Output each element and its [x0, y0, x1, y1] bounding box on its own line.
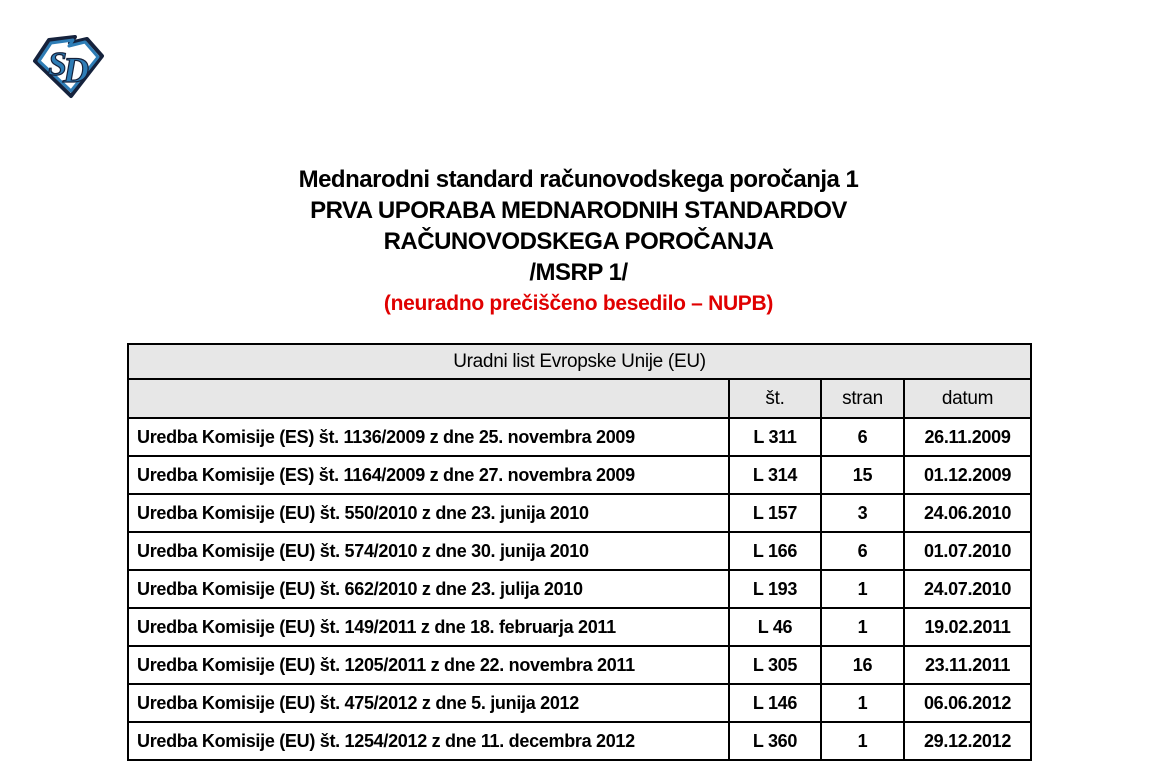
page-number-cell: 1 [821, 570, 904, 608]
table-row [128, 494, 1031, 532]
page-number-cell: 1 [821, 722, 904, 760]
date-cell: 26.11.2009 [904, 418, 1031, 456]
journal-number-cell: L 193 [729, 570, 821, 608]
svg-text:S: S [48, 46, 67, 83]
date-cell: 19.02.2011 [904, 608, 1031, 646]
table-row [128, 722, 1031, 760]
page-number-cell: 1 [821, 608, 904, 646]
page-number-cell: 1 [821, 684, 904, 722]
table-caption-row [128, 344, 1031, 379]
date-cell: 29.12.2012 [904, 722, 1031, 760]
journal-table-body [128, 344, 1031, 760]
date-cell: 01.07.2010 [904, 532, 1031, 570]
page-number-cell: 16 [821, 646, 904, 684]
journal-number-cell: L 305 [729, 646, 821, 684]
regulation-name-cell: Uredba Komisije (EU) št. 475/2012 z dne 5. junija 2012 [128, 684, 729, 722]
page-number-cell: 6 [821, 418, 904, 456]
table-caption-cell: Uradni list Evropske Unije (EU) [128, 344, 1031, 379]
date-cell: 06.06.2012 [904, 684, 1031, 722]
regulation-name-cell: Uredba Komisije (ES) št. 1136/2009 z dne 25. novembra 2009 [128, 418, 729, 456]
regulation-name-cell: Uredba Komisije (ES) št. 1164/2009 z dne 27. novembra 2009 [128, 456, 729, 494]
title-line-3: RAČUNOVODSKEGA POROČANJA [383, 228, 774, 255]
table-row [128, 684, 1031, 722]
sd-diamond-logo-icon [30, 30, 106, 102]
journal-number-cell: L 46 [729, 608, 821, 646]
journal-number-cell: L 360 [729, 722, 821, 760]
date-cell: 24.07.2010 [904, 570, 1031, 608]
journal-number-cell: L 311 [729, 418, 821, 456]
page-number-cell: 15 [821, 456, 904, 494]
official-journal-table [127, 343, 1032, 761]
title-line-2: PRVA UPORABA MEDNARODNIH STANDARDOV [310, 197, 847, 224]
table-header-row [128, 379, 1031, 418]
regulation-name-cell: Uredba Komisije (EU) št. 1254/2012 z dne 11. decembra 2012 [128, 722, 729, 760]
journal-number-cell: L 146 [729, 684, 821, 722]
journal-number-cell: L 157 [729, 494, 821, 532]
svg-text:D: D [63, 50, 89, 90]
table-row [128, 456, 1031, 494]
title-line-1: Mednarodni standard računovodskega poročanja 1 [298, 166, 859, 193]
page-number-cell: 3 [821, 494, 904, 532]
regulation-name-cell: Uredba Komisije (EU) št. 149/2011 z dne 18. februarja 2011 [128, 608, 729, 646]
table-row [128, 570, 1031, 608]
date-cell: 01.12.2009 [904, 456, 1031, 494]
header-empty-cell [128, 379, 729, 418]
title-line-4: /MSRP 1/ [529, 259, 628, 286]
regulation-name-cell: Uredba Komisije (EU) št. 1205/2011 z dne 22. novembra 2011 [128, 646, 729, 684]
journal-number-cell: L 166 [729, 532, 821, 570]
page-number-cell: 6 [821, 532, 904, 570]
regulation-name-cell: Uredba Komisije (EU) št. 662/2010 z dne 23. julija 2010 [128, 570, 729, 608]
official-journal-table-wrap [127, 343, 1030, 761]
table-row [128, 608, 1031, 646]
header-datum-cell: datum [904, 379, 1031, 418]
regulation-name-cell: Uredba Komisije (EU) št. 550/2010 z dne 23. junija 2010 [128, 494, 729, 532]
sd-diamond-logo [30, 30, 106, 102]
date-cell: 23.11.2011 [904, 646, 1031, 684]
table-row [128, 646, 1031, 684]
document-title-block [0, 164, 1157, 319]
journal-number-cell: L 314 [729, 456, 821, 494]
regulation-name-cell: Uredba Komisije (EU) št. 574/2010 z dne 30. junija 2010 [128, 532, 729, 570]
table-row [128, 532, 1031, 570]
header-stran-cell: stran [821, 379, 904, 418]
date-cell: 24.06.2010 [904, 494, 1031, 532]
header-st-cell: št. [729, 379, 821, 418]
subtitle-red: (neuradno prečiščeno besedilo – NUPB) [383, 292, 774, 315]
table-row [128, 418, 1031, 456]
